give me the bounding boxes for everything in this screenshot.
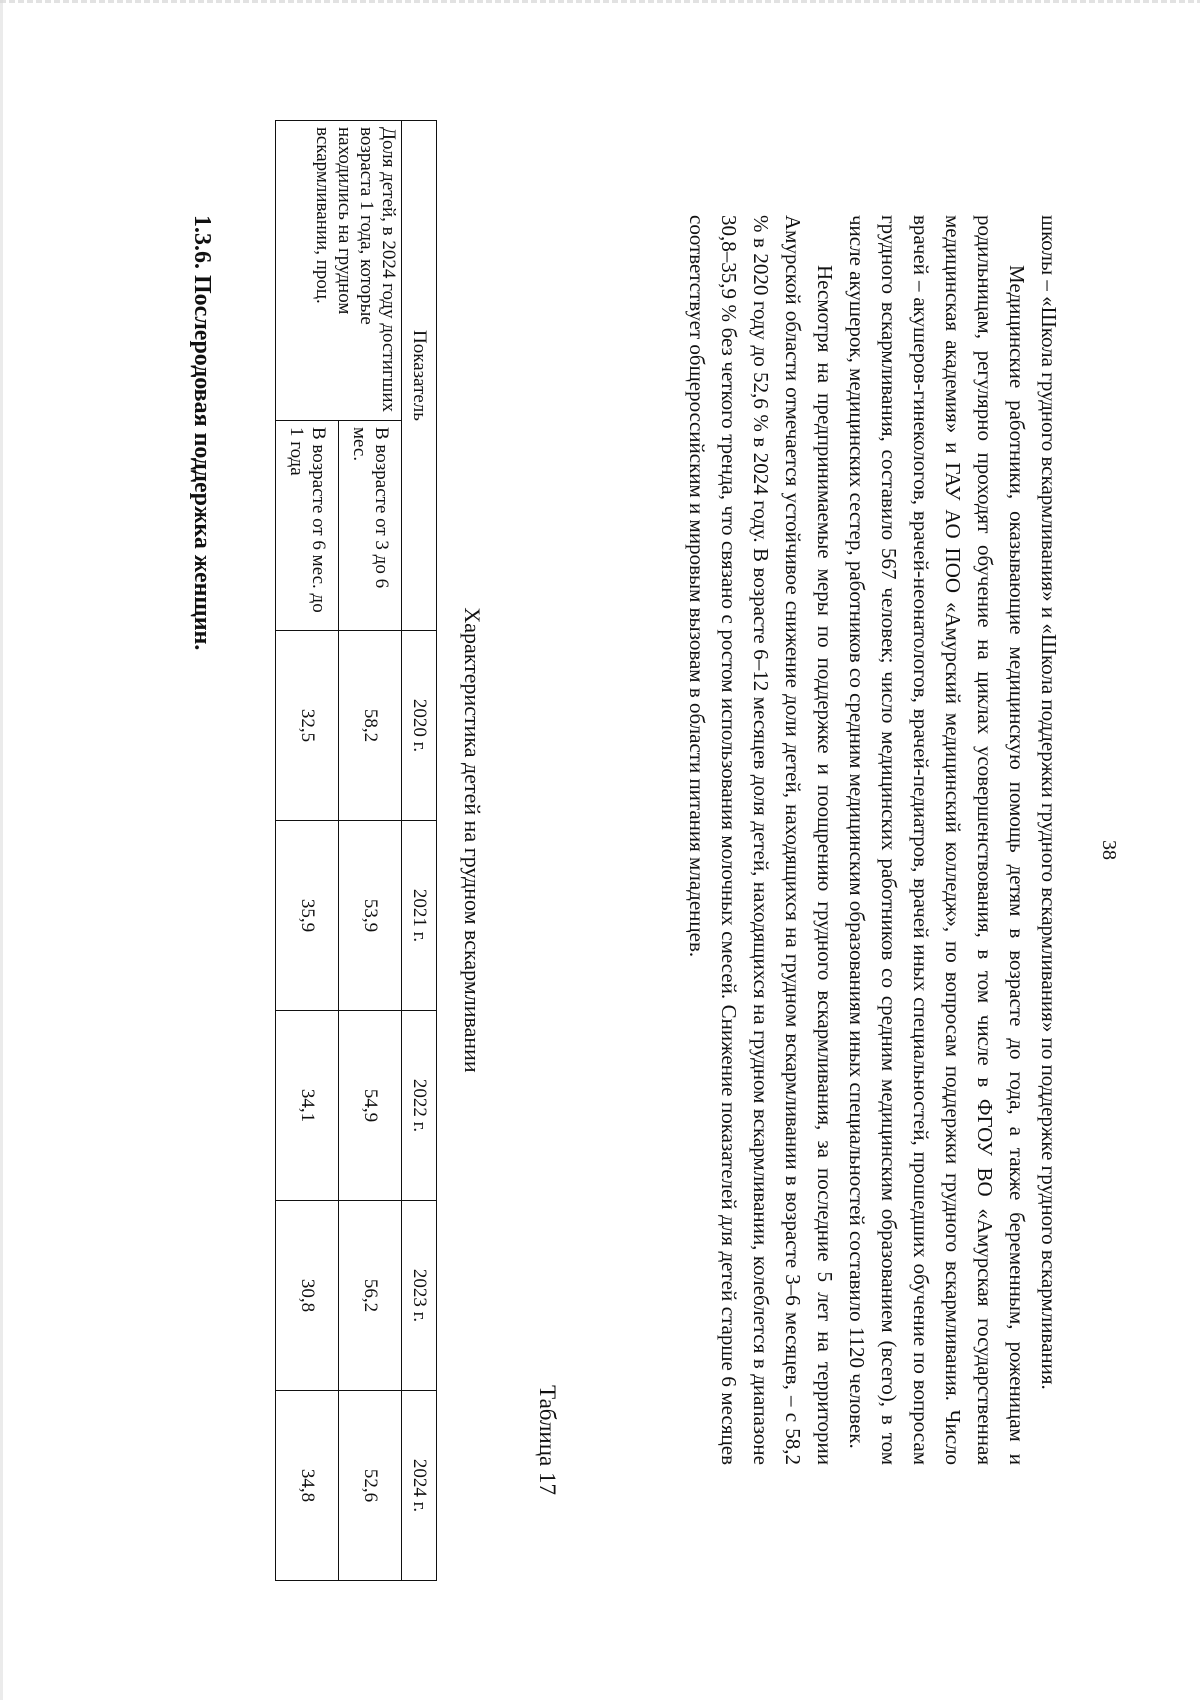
table-cell-value: 30,8	[276, 1201, 339, 1391]
header-year: 2020 г.	[402, 631, 437, 821]
table-cell-value: 34,1	[276, 1011, 339, 1201]
table-cell-value: 35,9	[276, 821, 339, 1011]
table-header-row	[402, 121, 437, 1581]
header-year: 2023 г.	[402, 1201, 437, 1391]
table-cell-value: 32,5	[276, 631, 339, 821]
paragraph-training: Медицинские работники, оказывающие медицинскую помощь детям в возрасте до года, а также беременным, роженицам и родильницам, регулярно проходят обучение на циклах усовершенствования, в том числе в ФГОУ ВО «Амурская государственная медицинская академия» и ГАУ АО ПОО «Амурский медицинский колледж», по вопросам поддержки грудного вскармливания. Число врачей – акушеров-гинекологов, врачей-неонатологов, врачей-педиатров, врачей иных специальностей, прошедших обучение по вопросам грудного вскармливания, составило 567 человек; число медицинских работников со средним медицинским образованием (всего), в том числе акушерок, медицинских сестер, работников со средним медицинским образованиям иных специальностей составило 1120 человек.	[845, 215, 1029, 1465]
table-cell-value: 34,8	[276, 1391, 339, 1581]
table-cell-value: 53,9	[339, 821, 402, 1011]
table-cell-value: 52,6	[339, 1391, 402, 1581]
body-text	[681, 215, 1065, 1465]
row-label: В возрасте от 6 мес. до 1 года	[276, 421, 339, 631]
indicator-group-label: Доля детей, в 2024 году достигших возраста 1 года, которые находились на грудном вскармливании, проц.	[276, 121, 402, 421]
paragraph-intro: школы – «Школа грудного вскармливания» и «Школа поддержки грудного вскармливания» по поддержке грудного вскармливания.	[1037, 215, 1061, 1390]
page-number: 38	[1098, 840, 1120, 860]
header-year: 2022 г.	[402, 1011, 437, 1201]
paragraph-dynamics: Несмотря на предпринимаемые меры по поддержке и поощрению грудного вскармливания, за последние 5 лет на территории Амурской области отмечается устойчивое снижение доли детей, находящихся на грудном вскармливании в возрасте 3–6 месяцев, – с 58,2 % в 2020 году до 52,6 % в 2024 году. В возрасте 6–12 месяцев доля детей, находящихся на грудном вскармливании, колеблется в диапазоне 30,8–35,9 % без четкого тренда, что связано с ростом использования молочных смесей. Снижение показателей для детей старше 6 месяцев соответствует общероссийским и мировым вызовам в области питания младенцев.	[685, 215, 837, 1465]
table-row	[339, 121, 402, 1581]
section-heading: 1.3.6. Послеродовая поддержка женщин.	[189, 215, 215, 651]
table-cell-value: 54,9	[339, 1011, 402, 1201]
header-indicator: Показатель	[402, 121, 437, 631]
breastfeeding-table	[275, 120, 437, 1581]
table-cell-value: 58,2	[339, 631, 402, 821]
row-label: В возрасте от 3 до 6 мес.	[339, 421, 402, 631]
header-year: 2021 г.	[402, 821, 437, 1011]
table-label: Таблица 17	[535, 1385, 560, 1495]
table-title: Характеристика детей на грудном вскармливании	[460, 607, 485, 1073]
header-year: 2024 г.	[402, 1391, 437, 1581]
table-cell-value: 56,2	[339, 1201, 402, 1391]
